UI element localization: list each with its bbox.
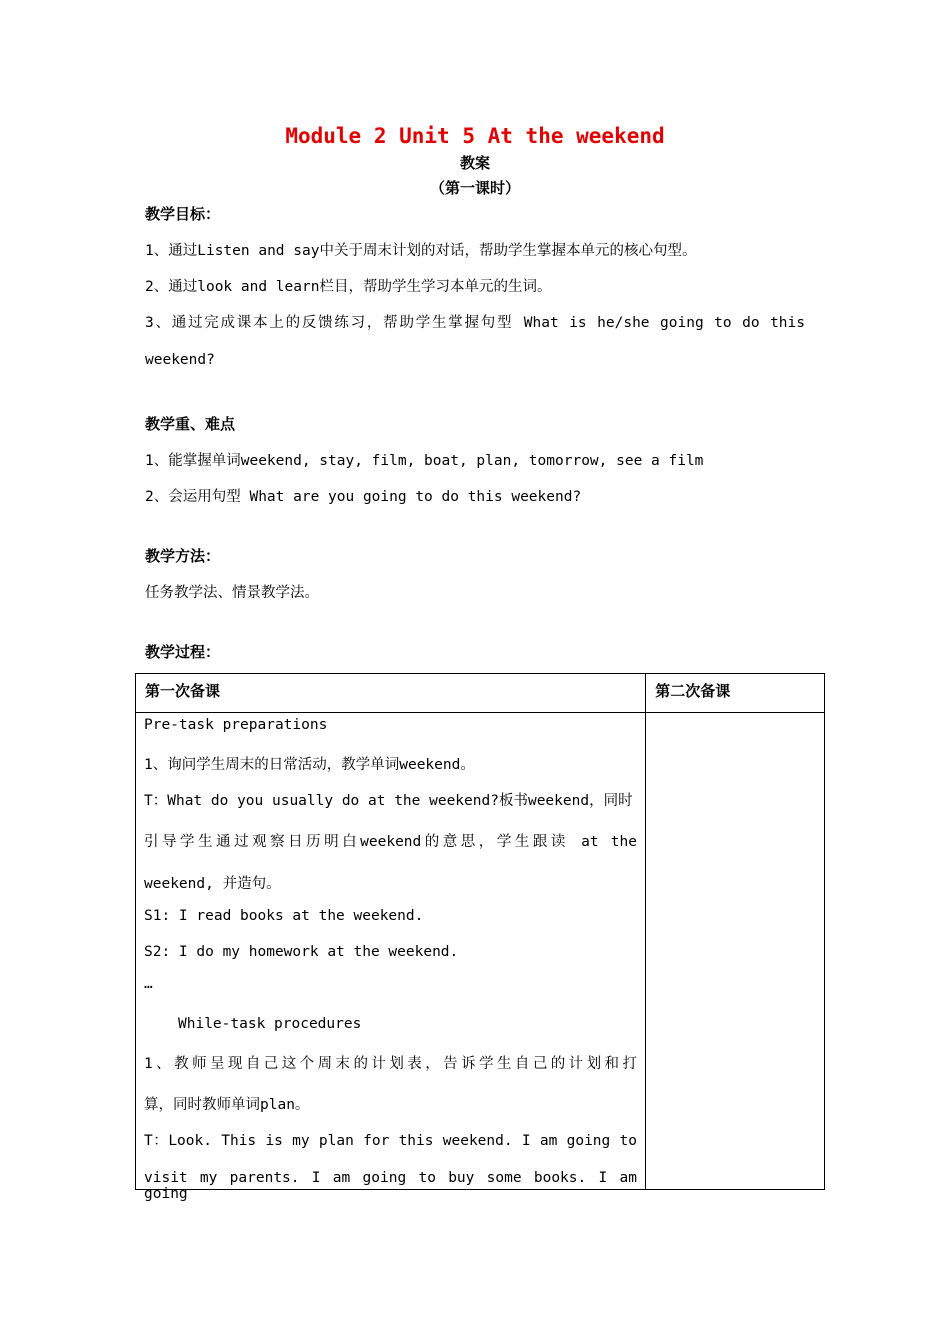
second-prep-header: 第二次备课 xyxy=(646,674,825,713)
process-line: 1、教师呈现自己这个周末的计划表，告诉学生自己的计划和打 xyxy=(144,1056,637,1072)
second-prep-cell xyxy=(646,713,825,1190)
document-subtitle: 教案 xyxy=(459,154,490,172)
first-prep-header: 第一次备课 xyxy=(136,674,646,713)
document-title: Module 2 Unit 5 At the weekend xyxy=(285,124,665,148)
process-line: 算，同时教师单词plan。 xyxy=(144,1097,310,1113)
process-line: S2: I do my homework at the weekend. xyxy=(144,944,459,960)
process-line: Pre-task preparations xyxy=(144,717,328,733)
first-prep-cell xyxy=(136,713,646,1202)
methods-heading: 教学方法： xyxy=(145,547,221,565)
process-line: T：Look. This is my plan for this weekend. I am going to xyxy=(144,1133,637,1149)
process-table xyxy=(135,673,825,1202)
process-line: 引导学生通过观察日历明白weekend的意思，学生跟读 at the xyxy=(144,834,637,850)
keypoint-item: 1、能掌握单词weekend, stay, film, boat, plan, tomorrow, see a film xyxy=(145,453,704,469)
objective-item: 3、通过完成课本上的反馈练习，帮助学生掌握句型 What is he/she going to do this xyxy=(145,315,805,331)
process-line: visit my parents. I am going to buy some books. I am going xyxy=(144,1170,637,1202)
process-line: S1: I read books at the weekend. xyxy=(144,908,424,924)
process-section-label: While-task procedures xyxy=(178,1016,362,1032)
methods-text: 任务教学法、情景教学法。 xyxy=(145,585,319,601)
lesson-label: （第一课时） xyxy=(429,179,520,197)
objectives-heading: 教学目标： xyxy=(145,205,221,223)
process-line: … xyxy=(144,976,153,992)
keypoint-item: 2、会运用句型 What are you going to do this weekend? xyxy=(145,489,582,505)
objective-item: 1、通过Listen and say中关于周末计划的对话，帮助学生掌握本单元的核心句型。 xyxy=(145,243,697,259)
objective-item-continued: weekend? xyxy=(145,352,215,368)
process-line: T：What do you usually do at the weekend?板书weekend，同时 xyxy=(144,793,633,809)
process-heading: 教学过程： xyxy=(145,643,221,661)
objective-item: 2、通过look and learn栏目，帮助学生学习本单元的生词。 xyxy=(145,279,552,295)
process-line: 1、询问学生周末的日常活动，教学单词weekend。 xyxy=(144,757,475,773)
keypoints-heading: 教学重、难点 xyxy=(145,415,236,433)
process-line: weekend, 并造句。 xyxy=(144,876,281,892)
